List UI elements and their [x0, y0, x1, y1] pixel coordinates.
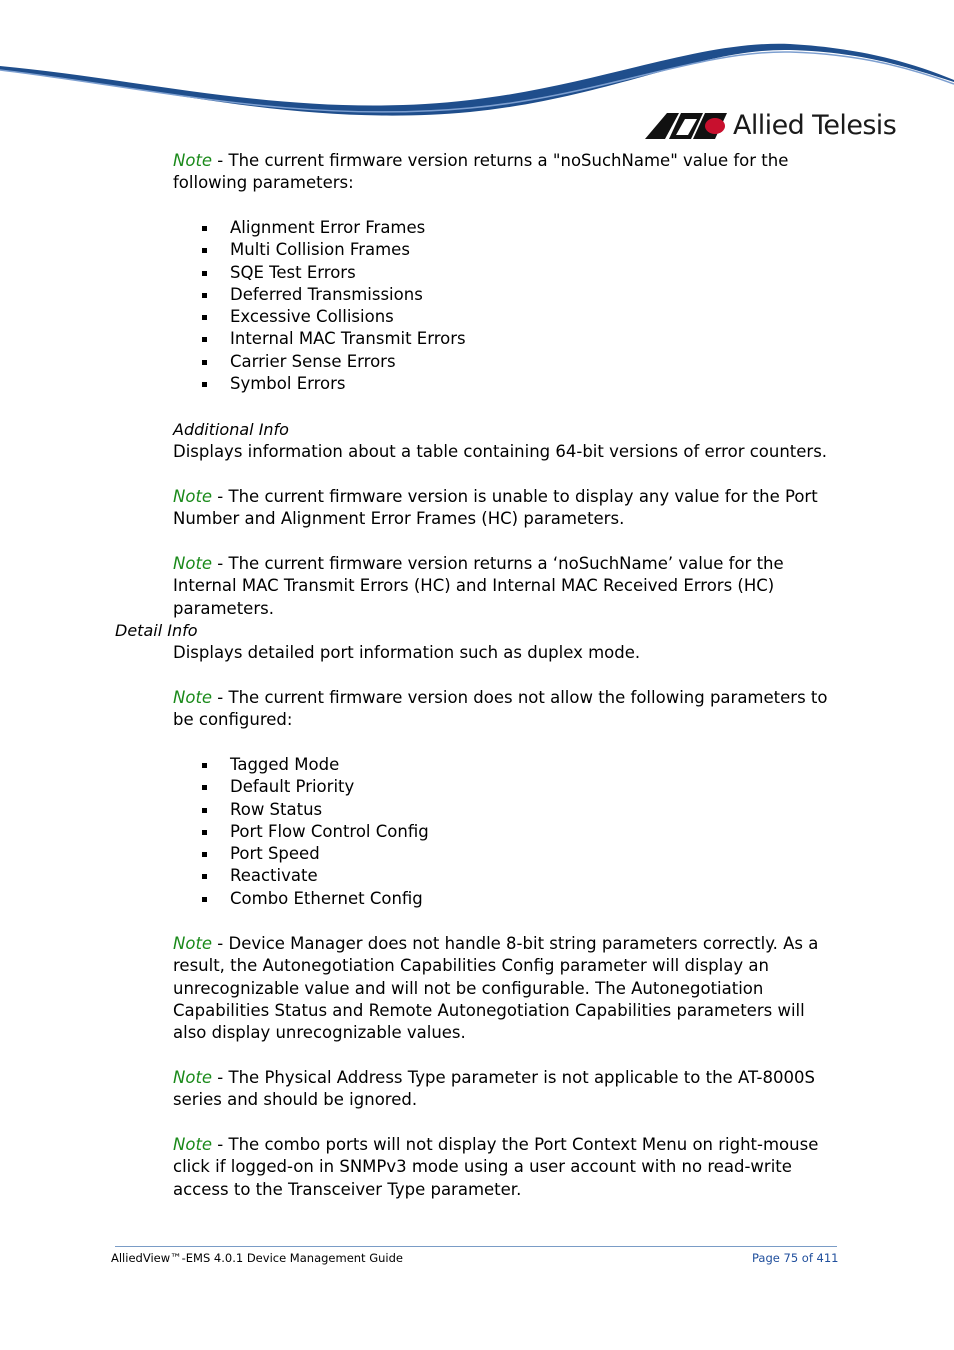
list-item: Reactivate — [202, 865, 429, 887]
note-text: - The combo ports will not display the Port Context Menu on right-mouse click if logged-on in SNMPv3 mode using a user account with no read-write access to the Transceiver Type parameter. — [173, 1135, 819, 1199]
note-label: Note — [173, 487, 213, 506]
note-label: Note — [173, 1068, 213, 1087]
note-text: - The Physical Address Type parameter is not applicable to the AT-8000S series and should be ignored. — [173, 1068, 815, 1110]
list-item: Carrier Sense Errors — [202, 351, 466, 373]
note-paragraph-1 — [173, 150, 833, 195]
note-text: - The current firmware version is unable to display any value for the Port Number and Alignment Error Frames (HC) parameters. — [173, 487, 818, 529]
note-text: - Device Manager does not handle 8-bit string parameters correctly. As a result, the Autonegotiation Capabilities Config parameter will display an unrecognizable value and will not be configurable. The Autonegotiation Capabilities Status and Remote Autonegotiation Capabilities parameters will also display unrecognizable values. — [173, 934, 819, 1043]
logo-text: Allied Telesis — [733, 110, 897, 141]
additional-info-text: Displays information about a table containing 64-bit versions of error counters. — [173, 442, 828, 461]
list-item: Alignment Error Frames — [202, 217, 466, 239]
additional-info-heading: Additional Info — [173, 420, 289, 439]
note-label: Note — [173, 934, 213, 953]
note-paragraph-2 — [173, 486, 833, 531]
list-item: Multi Collision Frames — [202, 239, 466, 261]
detail-info-heading: Detail Info — [115, 621, 198, 640]
note-paragraph-7 — [173, 1134, 833, 1201]
allied-telesis-logo-mark — [645, 113, 727, 139]
note-paragraph-5 — [173, 933, 833, 1044]
list-item: Port Speed — [202, 843, 429, 865]
note-label: Note — [173, 688, 213, 707]
note-paragraph-6 — [173, 1067, 833, 1112]
note-paragraph-3 — [173, 553, 833, 620]
allied-telesis-logo — [645, 110, 896, 141]
list-item: Internal MAC Transmit Errors — [202, 328, 466, 350]
note-text: - The current firmware version does not allow the following parameters to be configured: — [173, 688, 828, 730]
note-label: Note — [173, 554, 213, 573]
list-item: Excessive Collisions — [202, 306, 466, 328]
list-item: Default Priority — [202, 776, 429, 798]
footer-document-title: AlliedView™-EMS 4.0.1 Device Management Guide — [111, 1251, 403, 1265]
note-paragraph-4 — [173, 687, 833, 732]
list-item: Combo Ethernet Config — [202, 888, 429, 910]
note-text: - The current firmware version returns a "noSuchName" value for the following parameters: — [173, 151, 789, 193]
list-item: SQE Test Errors — [202, 262, 466, 284]
footer-divider — [115, 1246, 837, 1247]
note-label: Note — [173, 151, 213, 170]
detail-info-text: Displays detailed port information such as duplex mode. — [173, 643, 641, 662]
list-item: Port Flow Control Config — [202, 821, 429, 843]
list-item: Symbol Errors — [202, 373, 466, 395]
note-text: - The current firmware version returns a ‘noSuchName’ value for the Internal MAC Transmit Errors (HC) and Internal MAC Received Errors (HC) parameters. — [173, 554, 784, 618]
list-item: Deferred Transmissions — [202, 284, 466, 306]
list-item: Row Status — [202, 799, 429, 821]
list-item: Tagged Mode — [202, 754, 429, 776]
footer-page-number: Page 75 of 411 — [752, 1251, 839, 1265]
note-label: Note — [173, 1135, 213, 1154]
unsupported-parameters-list — [202, 217, 466, 395]
non-configurable-parameters-list — [202, 754, 429, 910]
